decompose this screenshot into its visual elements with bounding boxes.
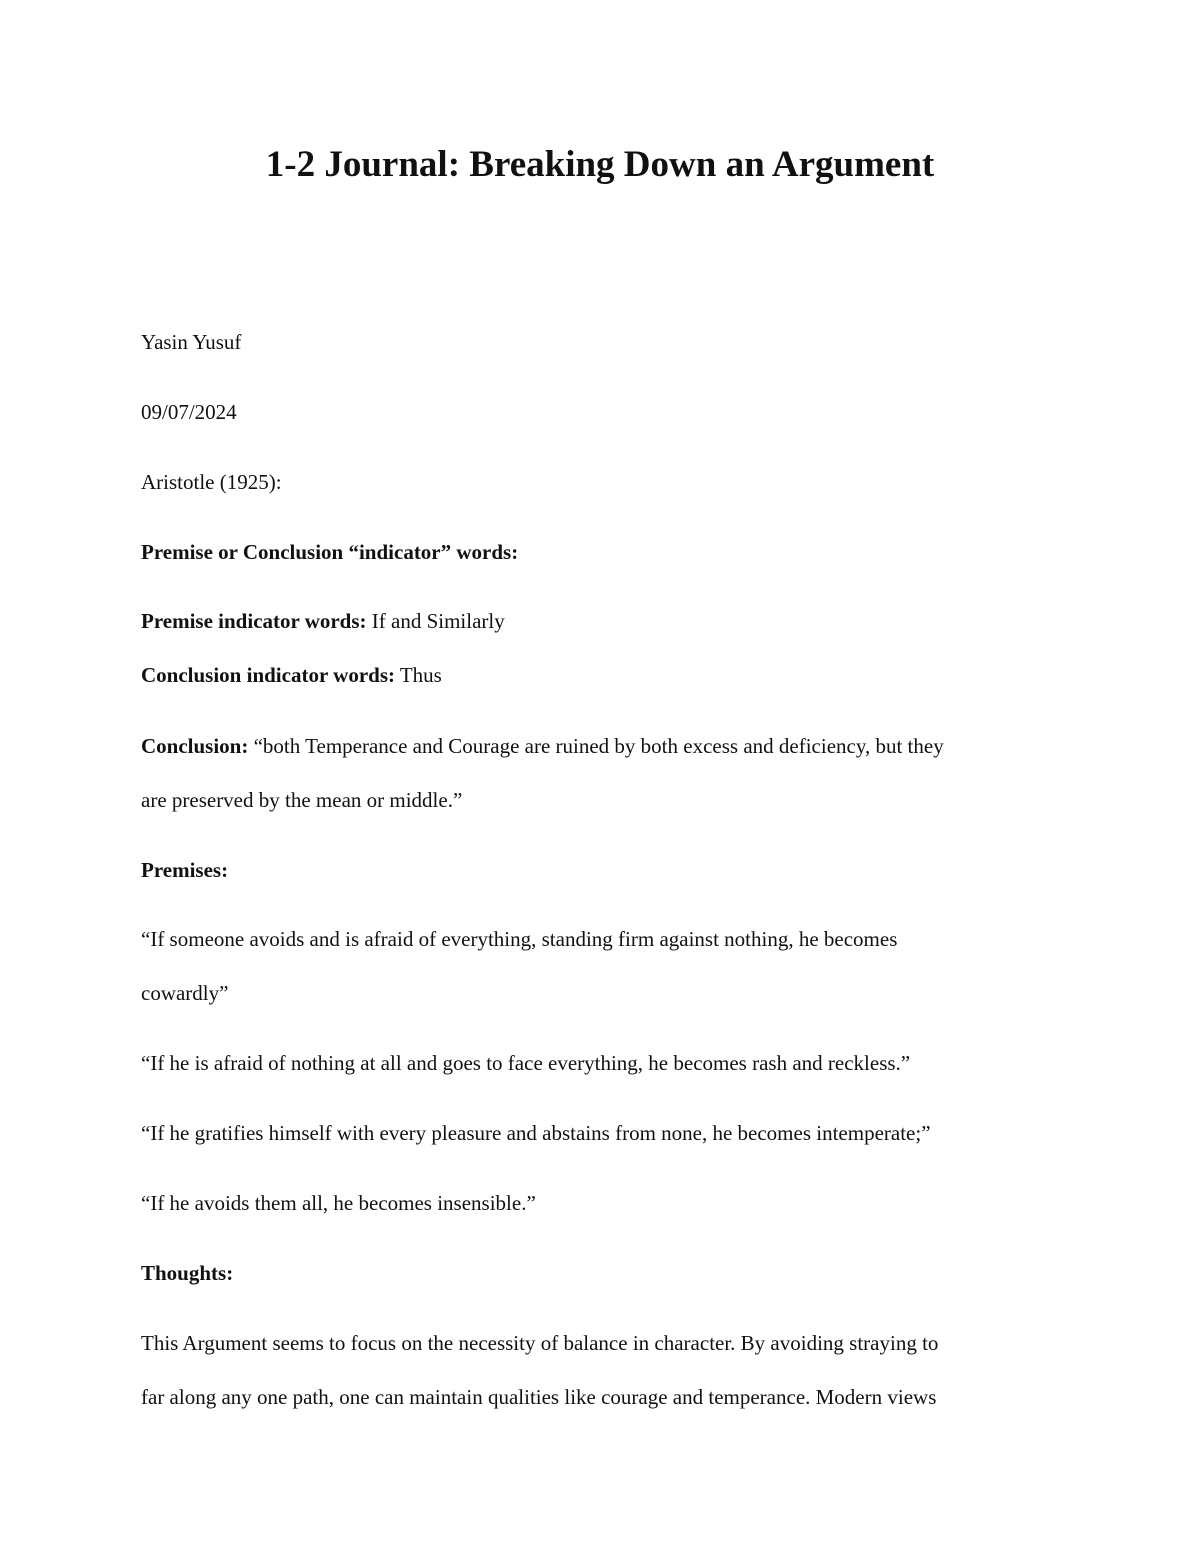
thoughts-line-1: This Argument seems to focus on the necessity of balance in character. By avoiding straying to [141,1331,939,1355]
document-date: 09/07/2024 [141,400,237,424]
conclusion-text-1: “both Temperance and Courage are ruined by both excess and deficiency, but they [248,734,944,758]
premise-1-line-2: cowardly” [141,981,229,1005]
premise-indicator-label: Premise indicator words: [141,609,367,633]
conclusion-indicator-label: Conclusion indicator words: [141,663,395,687]
premises-heading: Premises: [141,858,229,882]
premise-1-line-1: “If someone avoids and is afraid of everything, standing firm against nothing, he becomes [141,927,898,951]
indicator-heading: Premise or Conclusion “indicator” words: [141,540,519,564]
conclusion-label: Conclusion: [141,734,249,758]
conclusion-indicator-line [141,660,1061,690]
premise-2: “If he is afraid of nothing at all and goes to face everything, he becomes rash and reckless.” [141,1051,911,1075]
thoughts-line-2: far along any one path, one can maintain qualities like courage and temperance. Modern views [141,1385,937,1409]
conclusion-indicator-value: Thus [394,663,442,687]
conclusion-line-2: are preserved by the mean or middle.” [141,788,463,812]
source-citation: Aristotle (1925): [141,470,282,494]
premise-indicator-value: If and Similarly [366,609,505,633]
author-name: Yasin Yusuf [141,330,242,354]
premise-4: “If he avoids them all, he becomes insensible.” [141,1191,536,1215]
premise-3: “If he gratifies himself with every pleasure and abstains from none, he becomes intemperate;” [141,1121,931,1145]
conclusion-line-1 [141,731,1061,761]
thoughts-heading: Thoughts: [141,1261,234,1285]
premise-indicator-line [141,606,1061,636]
document-title: 1-2 Journal: Breaking Down an Argument [265,144,935,185]
